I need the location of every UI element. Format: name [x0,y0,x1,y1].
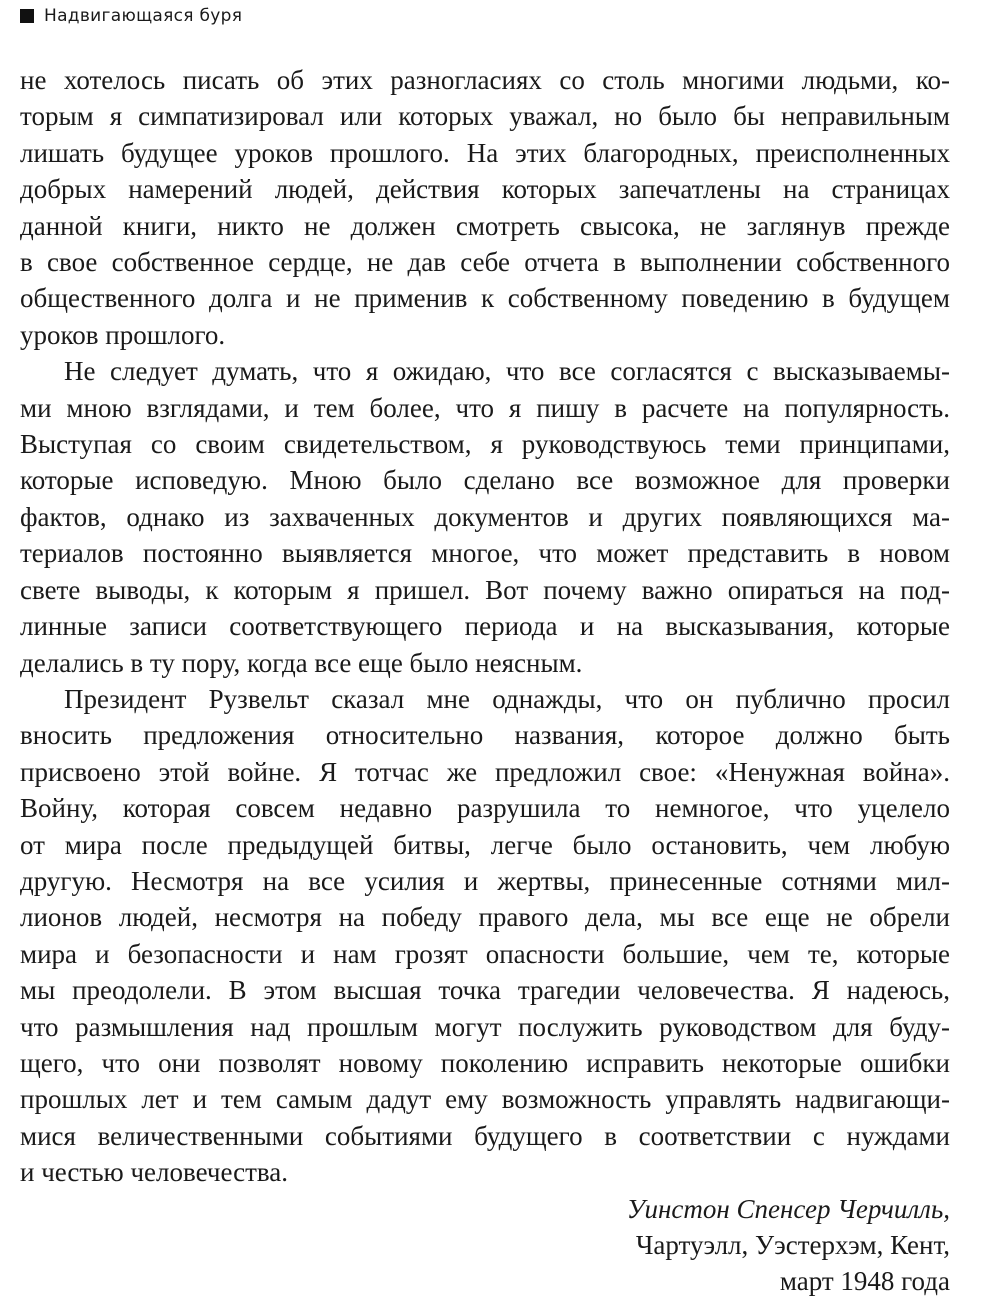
signature-place: Чартуэлл, Уэстерхэм, Кент, [635,1230,950,1260]
text-line: общественного долга и не применив к собственному поведению в будущем [20,283,950,314]
text-line: добрых намерений людей, действия которых запечатлены на страницах [20,174,950,205]
paragraph-2 [20,353,950,681]
text-line: в свое собственное сердце, не дав себе отчета в выполнении собственного [20,247,950,278]
text-line: и честью человечества. [20,1157,289,1188]
text-line: Выступая со своим свидетельством, я руководствуюсь теми принципами, [20,429,950,460]
text-line: вносить предложения относительно названия, которое должно быть [20,720,950,751]
text-line: уроков прошлого. [20,319,226,350]
text-line: фактов, однако из захваченных документов и других появляющихся ма- [20,501,950,532]
text-line: линные записи соответствующего периода и на высказывания, которые [20,611,950,642]
text-line: лионов людей, несмотря на победу правого дела, мы все еще не обрели [20,902,950,933]
text-line: не хотелось писать об этих разногласиях со столь многими людьми, ко- [20,65,950,95]
text-line: териалов постоянно выявляется многое, что может представить в новом [20,538,950,569]
text-line: прошлых лет и тем самым дадут ему возможность управлять надвигающи- [20,1084,950,1115]
text-line: другую. Несмотря на все усилия и жертвы, принесенные сотнями мил- [20,865,950,896]
signature-author: Уинстон Спенсер Черчилль, [626,1193,950,1224]
text-line: Президент Рузвельт сказал мне однажды, что он публично просил [64,683,950,714]
text-line: мы преодолели. В этом высшая точка трагедии человечества. Я надеюсь, [20,975,950,1006]
black-square-icon [20,9,34,23]
body-text [20,62,950,1300]
paragraph-1 [20,62,950,353]
text-line: свете выводы, к которым я пришел. Вот почему важно опираться на под- [20,574,950,605]
text-line: присвоено этой войне. Я тотчас же предложил свое: «Ненужная война». [20,756,950,787]
text-line: торым я симпатизировал или которых уважал, но было бы неправильным [20,101,950,132]
text-line: мися величественными событиями будущего в соответствии с нуждами [20,1120,950,1151]
signature-date: март 1948 года [779,1266,950,1297]
text-line: данной книги, никто не должен смотреть свысока, не заглянув прежде [20,210,950,241]
text-line: от мира после предыдущей битвы, легче было остановить, чем любую [20,829,950,860]
running-header [20,4,242,28]
text-line: Войну, которая совсем недавно разрушила то немногое, что уцелело [20,793,950,824]
text-line: делались в ту пору, когда все еще было неясным. [20,647,583,678]
text-line: Не следует думать, что я ожидаю, что все согласятся с высказываемы- [64,356,950,387]
running-title: Надвигающаяся буря [44,6,243,26]
signature-block [20,1191,950,1300]
text-line: лишать будущее уроков прошлого. На этих благородных, преисполненных [20,137,950,168]
text-line: ми мною взглядами, и тем более, что я пишу в расчете на популярность. [20,392,950,423]
text-line: что размышления над прошлым могут послужить руководством для буду- [20,1011,950,1042]
text-line: мира и безопасности и нам грозят опасности большие, чем те, которые [20,938,950,969]
text-line: щего, что они позволят новому поколению исправить некоторые ошибки [20,1047,950,1078]
text-line: которые исповедую. Мною было сделано все возможное для проверки [20,465,950,496]
paragraph-3 [20,681,950,1191]
